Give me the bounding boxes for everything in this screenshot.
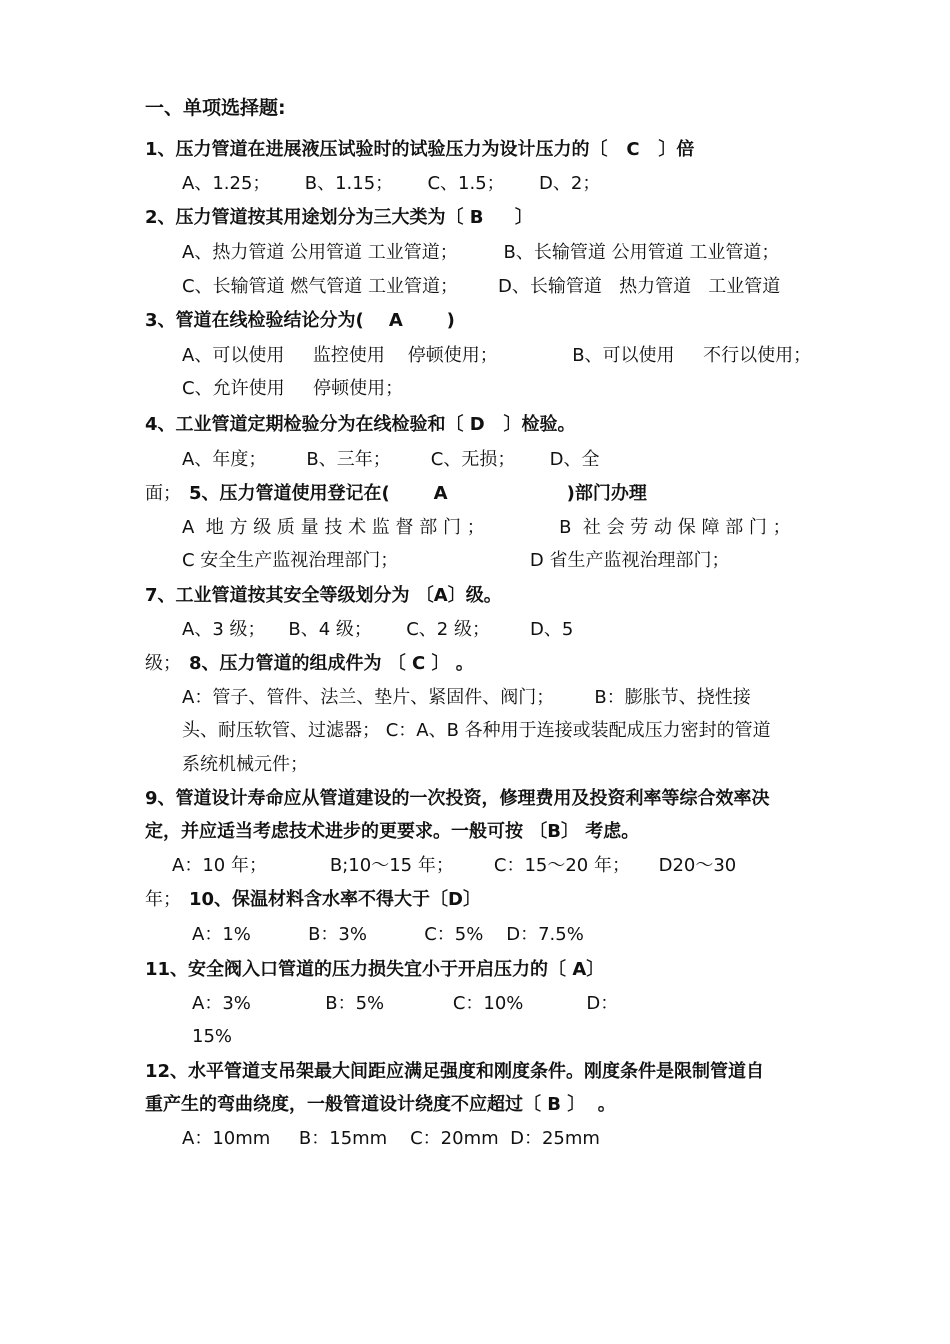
question-10: 10、保温材料含水率不得大于〔D〕 bbox=[189, 889, 481, 910]
question-1-options: A、1.25； B、1.15； C、1.5； D、2； bbox=[182, 173, 601, 194]
question-7: 7、工业管道按其安全等级划分为 〔A〕级。 bbox=[145, 585, 502, 606]
question-8-options-3: 系统机械元件； bbox=[182, 754, 308, 775]
question-12-line-2: 重产生的弯曲绕度，一般管道设计绕度不应超过〔 B 〕 。 bbox=[145, 1094, 616, 1115]
question-4-options: A、年度； B、三年； C、无损； D、全 bbox=[182, 449, 600, 470]
section-title: 一、单项选择题: bbox=[145, 97, 286, 119]
question-7-options: A、3 级； B、4 级； C、2 级； D、5 bbox=[182, 619, 574, 640]
question-9-line-1: 9、管道设计寿命应从管道建设的一次投资，修理费用及投资利率等综合效率决 bbox=[145, 788, 770, 809]
question-3-options-c: C、允许使用 停顿使用； bbox=[182, 378, 404, 399]
question-8-options-1: A：管子、管件、法兰、垫片、紧固件、阀门； B：膨胀节、挠性接 bbox=[182, 687, 751, 708]
question-5-options-cd: C 安全生产监视治理部门； D 省生产监视治理部门； bbox=[182, 550, 730, 571]
question-4-options-cont: 面； bbox=[145, 483, 181, 504]
question-5-options-ab: A 地 方 级 质 量 技 术 监 督 部 门 ； B 社 会 劳 动 保 障 部 门 ； bbox=[182, 517, 791, 538]
question-1: 1、压力管道在进展液压试验时的试验压力为设计压力的〔 C 〕倍 bbox=[145, 139, 695, 160]
question-8: 8、压力管道的组成件为 〔 C 〕 。 bbox=[189, 653, 474, 674]
question-3-options-ab: A、可以使用 监控使用 停顿使用； B、可以使用 不行以使用； bbox=[182, 345, 812, 366]
question-11: 11、安全阀入口管道的压力损失宜小于开启压力的〔 A〕 bbox=[145, 959, 605, 980]
question-11-options-cont: 15% bbox=[192, 1026, 233, 1047]
question-8-options-2: 头、耐压软管、过滤器； C：A、B 各种用于连接或装配成压力密封的管道 bbox=[182, 720, 771, 741]
question-9-options: A：10 年； B;10～15 年； C：15～20 年； D20～30 bbox=[172, 855, 737, 876]
question-2-options-ab: A、热力管道 公用管道 工业管道； B、长输管道 公用管道 工业管道； bbox=[182, 242, 780, 263]
question-7-options-cont: 级； bbox=[145, 653, 181, 674]
question-9-line-2: 定，并应适当考虑技术进步的更要求。一般可按 〔B〕 考虑。 bbox=[145, 821, 640, 842]
question-11-options: A：3% B：5% C：10% D： bbox=[192, 993, 619, 1014]
question-2: 2、压力管道按其用途划分为三大类为〔 B 〕 bbox=[145, 207, 533, 228]
question-2-options-cd: C、长输管道 燃气管道 工业管道； D、长输管道 热力管道 工业管道 bbox=[182, 276, 781, 297]
question-12-options: A：10mm B：15mm C：20mm D：25mm bbox=[182, 1128, 600, 1149]
question-4: 4、工业管道定期检验分为在线检验和〔 D 〕检验。 bbox=[145, 414, 576, 435]
question-10-options: A：1% B：3% C：5% D：7.5% bbox=[192, 924, 584, 945]
question-3: 3、管道在线检验结论分为( A ) bbox=[145, 310, 455, 331]
question-12-line-1: 12、水平管道支吊架最大间距应满足强度和刚度条件。刚度条件是限制管道自 bbox=[145, 1061, 765, 1082]
question-9-options-cont: 年； bbox=[145, 889, 181, 910]
question-5: 5、压力管道使用登记在( A )部门办理 bbox=[189, 483, 647, 504]
